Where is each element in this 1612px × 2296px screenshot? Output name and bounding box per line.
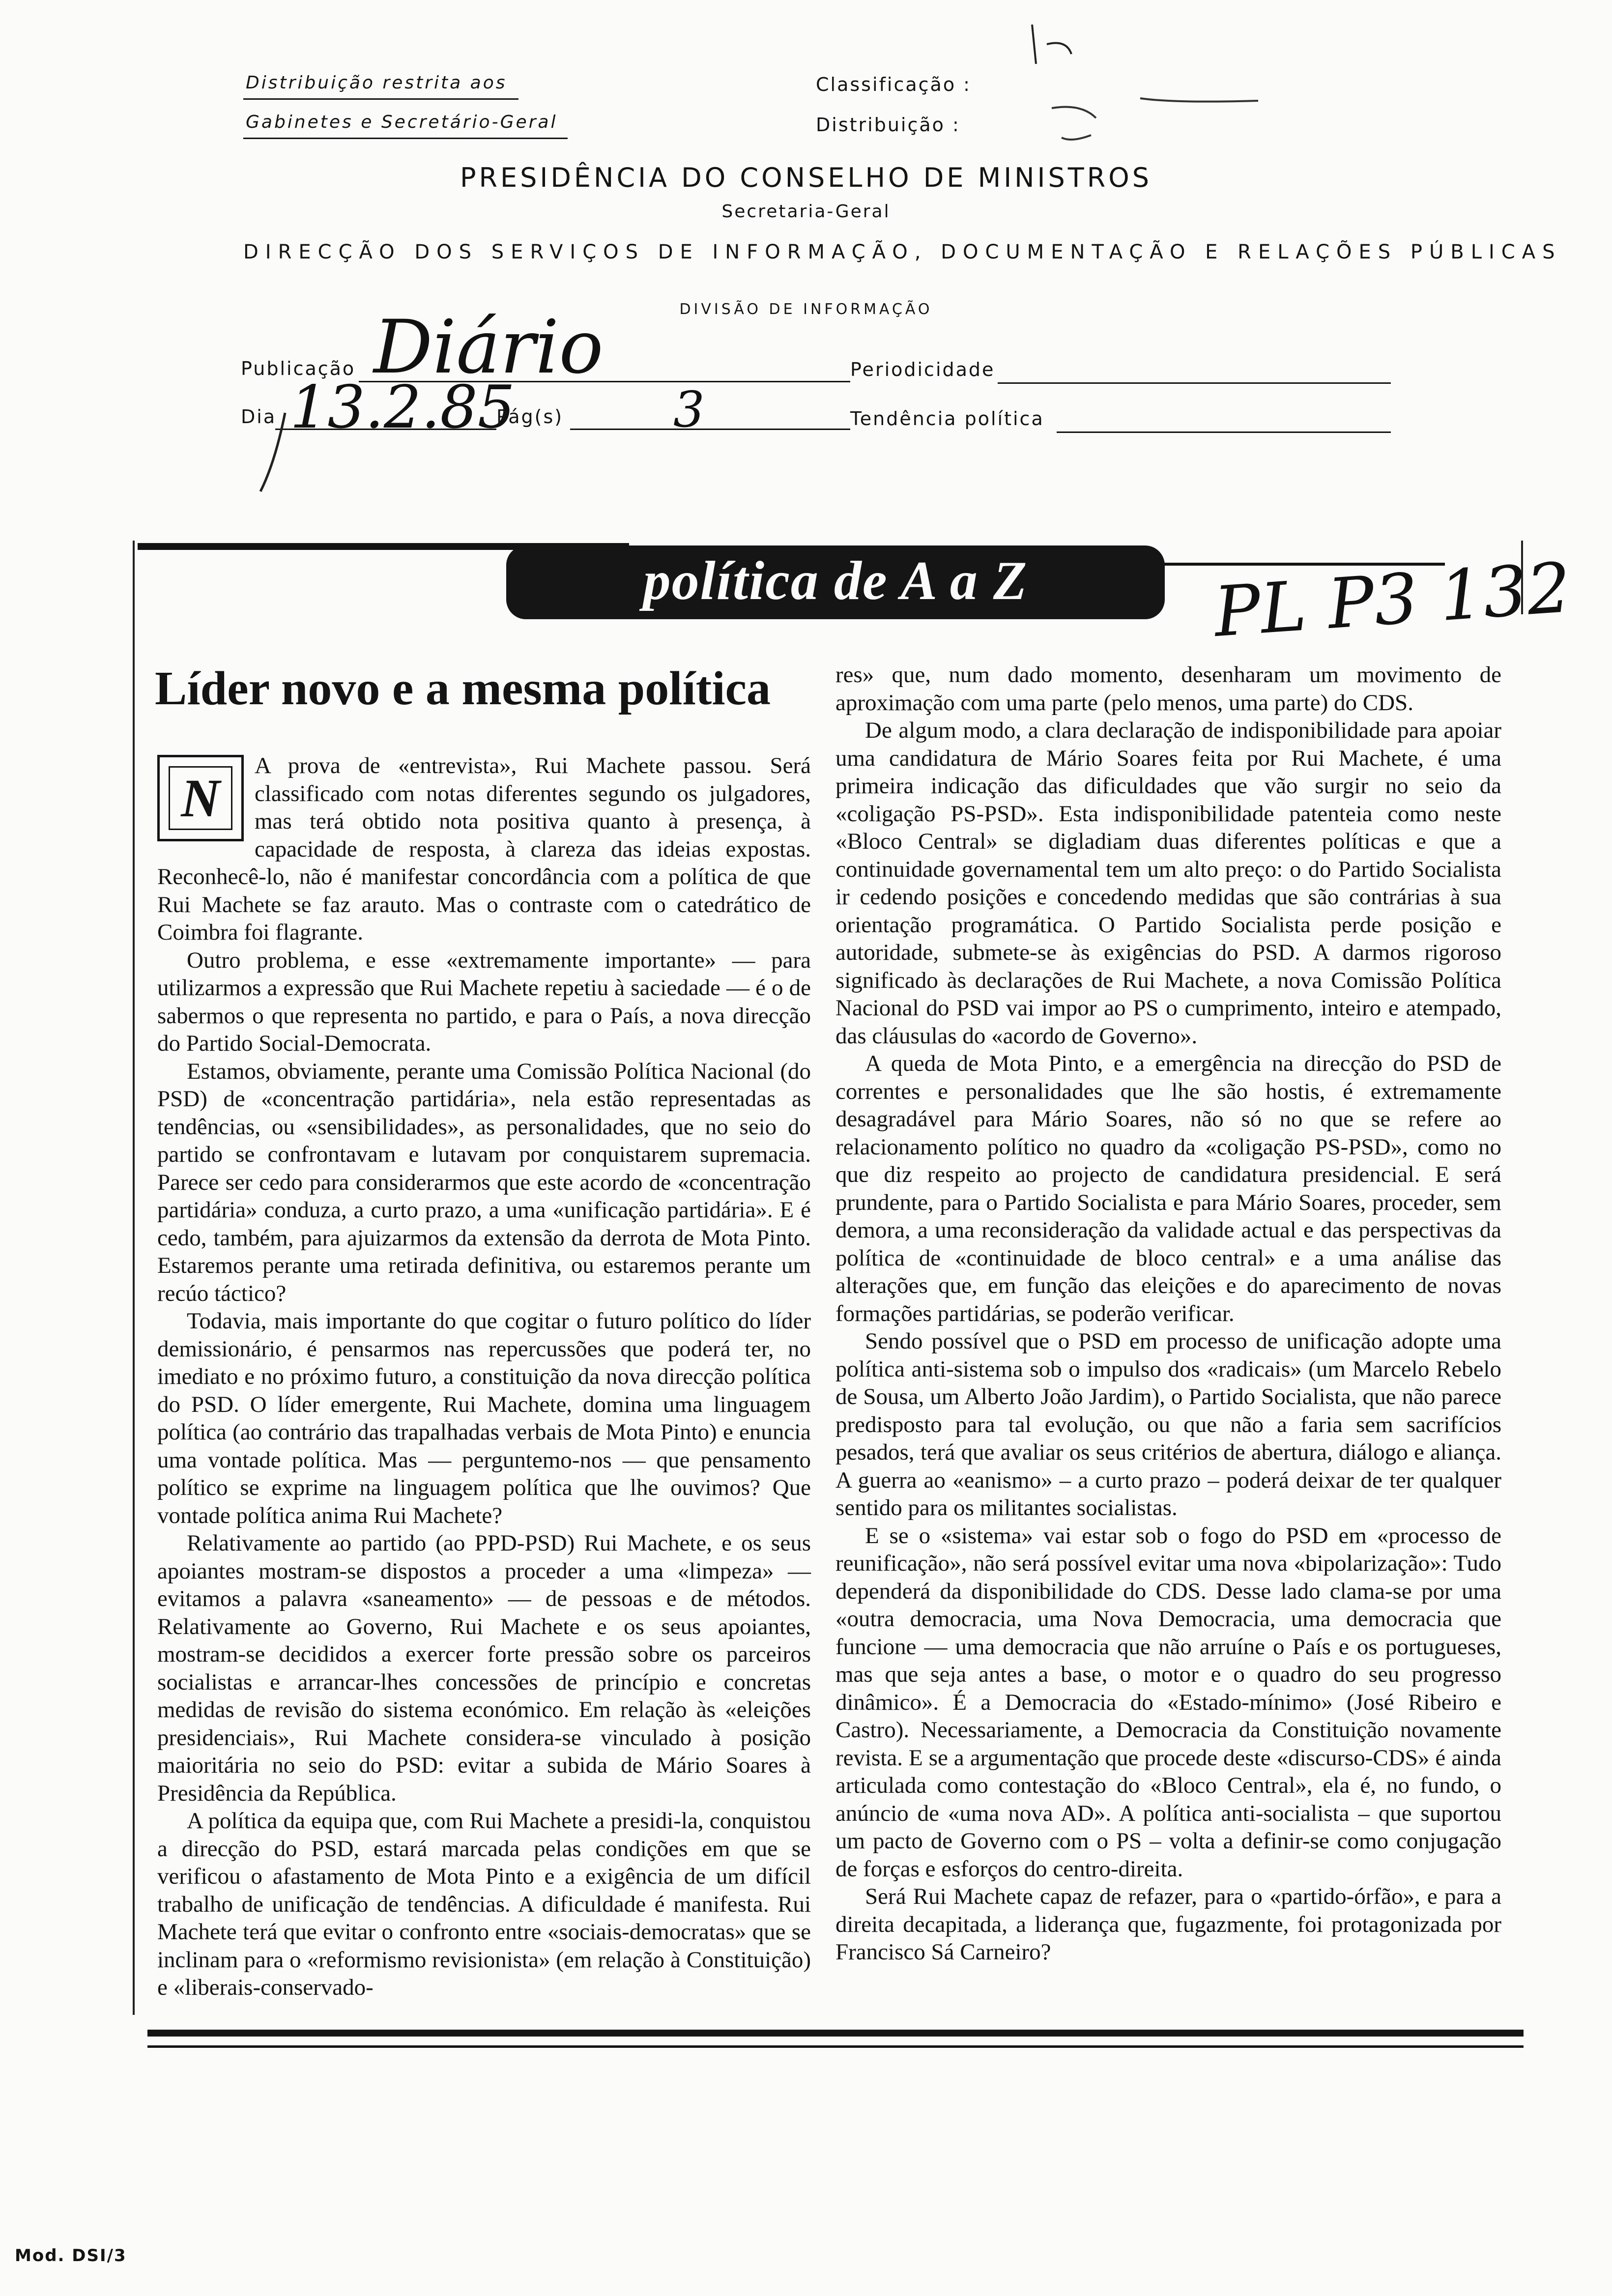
section-banner-text: política de A a Z bbox=[643, 550, 1028, 611]
article-paragraph: E se o «sistema» vai estar sob o fogo do PSD em «processo de reunificação», não será possível evitar uma nova «bipolarização»: Tudo dependerá da disponibilidade do CDS. Desse lado clama-se por uma «outra democracia, uma Nova Democracia, uma democracia que funcione — uma democracia que não arruíne o País e os portugueses, mas que seja antes a base, o motor e o quadro do seu progresso dinâmico». É a Democracia do «Estado-mínimo» (José Ribeiro e Castro). Necessariamente, a Democracia da Constituição novamente revista. E se a argumentação que procede deste «discurso-CDS» é ainda articulada como contestação do «Bloco Central», ela é, no fundo, o anúncio de «uma nova AD». A política anti-socialista – que suportou um pacto de Governo com o PS – volta a definir-se como conjugação de forças e esforços do centro-direita. bbox=[835, 1522, 1501, 1882]
tendencia-line bbox=[1057, 431, 1391, 433]
publicacao-label: Publicação bbox=[241, 358, 356, 379]
distribution-restricted-line: Distribuição restrita aos bbox=[246, 73, 507, 93]
article-paragraph: A política da equipa que, com Rui Machete a presidi-la, conquistou a direcção do PSD, estará marcada pelas condições em que se verificou o afastamento de Mota Pinto e a exigência de um difícil trabalho de unificação de tendências. A dificuldade é manifesta. Rui Machete terá que evitar o confronto entre «sociais-democratas» que se inclinam para o «reformismo revisionista» (em relação à Constituição) e «liberais-conservado- bbox=[157, 1808, 811, 2000]
divider bbox=[243, 138, 568, 139]
article-column-1 bbox=[157, 752, 811, 2002]
pags-line bbox=[570, 429, 850, 430]
article-paragraph: De algum modo, a clara declaração de indisponibilidade para apoiar uma candidatura de Mário Soares feita por Rui Machete, é uma primeira indicação das dificuldades que vão surgir no seio da «coligação PS-PSD». Esta indisponibilidade patenteia como neste «Bloco Central» se digladiam duas diferentes políticas e que a continuidade governamental tem um alto preço: o do Partido Socialista ir cedendo posições e concedendo medidas que são contrárias à sua orientação programática. O Partido Socialista perde posição e autoridade, submete-se às exigências do PSD. A darmos rigoroso significado às declarações de Rui Machete, a nova Comissão Política Nacional do PSD vai impor ao PS o cumprimento, inteiro e atempado, das cláusulas do «acordo de Governo». bbox=[835, 718, 1501, 1049]
article-paragraph: A prova de «entrevista», Rui Machete passou. Será classificado com notas diferentes segundo os julgadores, mas terá obtido nota positiva quanto à presença, à capacidade de resposta, à clareza das ideias expostas. Reconhecê-lo, não é manifestar concordância com a política de que Rui Machete se faz arauto. Mas o contraste com o catedrático de Coimbra foi flagrante. bbox=[157, 753, 811, 945]
article-paragraph: Será Rui Machete capaz de refazer, para o «partido-órfão», e para a direita decapitada, a liderança que, fugazmente, foi protagonizada por Francisco Sá Carneiro? bbox=[835, 1884, 1501, 1965]
article-paragraph: Estamos, obviamente, perante uma Comissão Política Nacional (do PSD) de «concentração partidária», nela estão representadas as tendências, ou «sensibilidades», as personalidades, que no seio do partido se confrontavam e lutavam por conquistarem supremacia. Parece ser cedo para considerarmos que este acordo de «concentração partidária» conduza, a curto prazo, a uma «unificação partidária». E é cedo, também, para ajuizarmos da extensão da derrota de Mota Pinto. Estaremos perante uma retirada definitiva, ou estaremos perante um recúo táctico? bbox=[157, 1058, 811, 1306]
divider bbox=[243, 98, 518, 100]
pags-handwritten: 3 bbox=[673, 381, 705, 438]
form-model-code: Mod. DSI/3 bbox=[15, 2246, 127, 2266]
drop-cap bbox=[157, 755, 244, 841]
section-banner bbox=[506, 545, 1165, 619]
periodicidade-label: Periodicidade bbox=[850, 359, 995, 380]
tendencia-label: Tendência política bbox=[850, 408, 1044, 430]
dia-handwritten: 13.2.85 bbox=[290, 373, 516, 442]
article-paragraph: Todavia, mais importante do que cogitar o futuro político do líder demissionário, é pensarmos nas repercussões que poderá ter, no imediato e no próximo futuro, a constituição da nova direcção política do PSD. O líder emergente, Rui Machete, domina uma linguagem política (ao contrário das trapalhadas verbais de Mota Pinto) e enuncia uma vontade política. Mas — perguntemo-nos — que pensamento político se exprime na linguagem política que lhe ouvimos? Que vontade política anima Rui Machete? bbox=[157, 1308, 811, 1528]
periodicidade-line bbox=[998, 382, 1391, 384]
bottom-rule-thin bbox=[147, 2045, 1524, 2048]
drop-cap-letter: N bbox=[169, 766, 232, 830]
dia-label: Dia bbox=[241, 406, 277, 428]
org-subtitle: Secretaria-Geral bbox=[721, 201, 891, 222]
article-paragraph: Outro problema, e esse «extremamente importante» — para utilizarmos a expressão que Rui Machete repetiu à saciedade — é o de sabermos o que representa no partido, e para o País, a nova direcção do Partido Social-Democrata. bbox=[157, 947, 811, 1056]
handwritten-reference: PL P3 132 bbox=[1211, 547, 1574, 653]
article-paragraph: Relativamente ao partido (ao PPD-PSD) Rui Machete, e os seus apoiantes mostram-se dispostos a proceder a uma «limpeza» — evitamos a palavra «saneamento» — de pessoas e de métodos. Relativamente ao Governo, Rui Machete e os seus apoiantes, mostram-se decididos a exercer forte pressão sobre os parceiros socialistas e arrancar-lhes concessões de princípio e concretas medidas de revisão do sistema económico. Em relação às «eleições presidenciais», Rui Machete considera-se vinculado à posição maioritária no seio do PSD: evitar a subida de Mário Soares à Presidência da República. bbox=[157, 1530, 811, 1806]
bottom-rule-thick bbox=[147, 2030, 1524, 2037]
article-paragraph: A queda de Mota Pinto, e a emergência na direcção do PSD de correntes e personalidades que lhe são hostis, é extremamente desagradável para Mário Soares, não só no que se refere ao relacionamento político no quadro da «coligação PS-PSD», como no que diz respeito ao projecto de candidatura presidencial. E será prundente, para o Partido Socialista e para Mário Soares, proceder, sem demora, a uma reconsideração da validade actual e das perspectivas da política de «continuidade de bloco central» e a uma análise das alterações que, em função das eleições e do aparecimento de novas formações partidárias, se poderão verificar. bbox=[835, 1051, 1501, 1326]
publicacao-handwritten: Diário bbox=[374, 305, 604, 390]
distribution-offices-line: Gabinetes e Secretário-Geral bbox=[246, 112, 558, 132]
handwritten-flourish bbox=[246, 403, 344, 501]
article-paragraph: res» que, num dado momento, desenharam um movimento de aproximação com uma parte (pelo menos, uma parte) do CDS. bbox=[835, 662, 1501, 716]
classificacao-label: Classificação : bbox=[816, 74, 971, 95]
direction-title: DIRECÇÃO DOS SERVIÇOS DE INFORMAÇÃO, DOCUMENTAÇÃO E RELAÇÕES PÚBLICAS bbox=[243, 241, 1562, 263]
article-column-2 bbox=[835, 661, 1501, 1966]
pags-label: Pág(s) bbox=[496, 406, 564, 428]
division-title: DIVISÃO DE INFORMAÇÃO bbox=[679, 301, 933, 318]
org-title: PRESIDÊNCIA DO CONSELHO DE MINISTROS bbox=[460, 162, 1152, 193]
handwritten-marks bbox=[1012, 10, 1288, 157]
distribuicao-label: Distribuição : bbox=[816, 114, 960, 136]
article-paragraph: Sendo possível que o PSD em processo de unificação adopte uma política anti-sistema sob o impulso dos «radicais» (um Marcelo Rebelo de Sousa, um Alberto João Jardim), o Partido Socialista, que não parece predisposto para tal evolução, ou que não a faria sem sacrifícios pesados, terá que avaliar os seus critérios de abertura, diálogo e aliança. A guerra ao «eanismo» – a curto prazo – poderá deixar de ter qualquer sentido para os militantes socialistas. bbox=[835, 1328, 1501, 1521]
article-headline: Líder novo e a mesma política bbox=[155, 662, 771, 715]
